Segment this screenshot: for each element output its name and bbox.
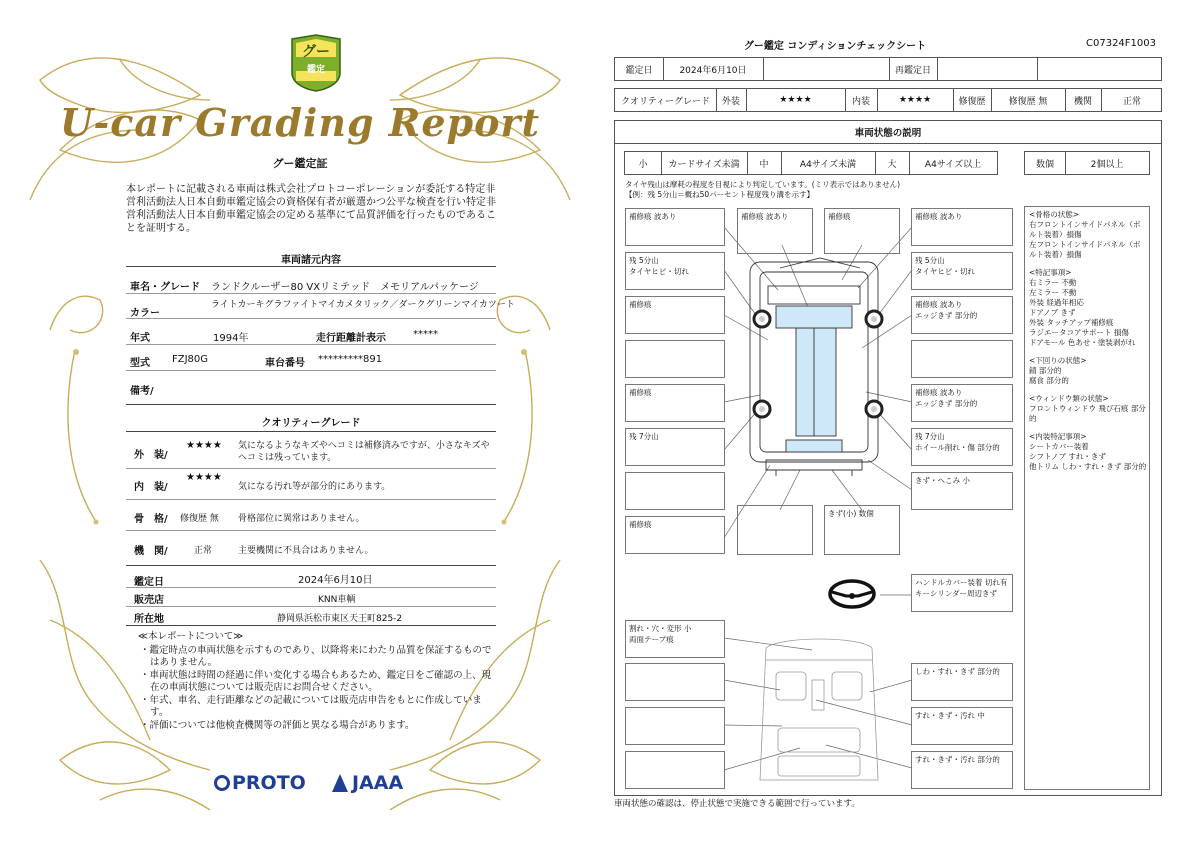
engine-description: 主要機関に不具合はありません。 <box>238 546 374 556</box>
report-script-title: U-car Grading Report <box>60 100 541 145</box>
damage-note-box: 残 5分山 タイヤヒビ・切れ <box>911 252 1013 290</box>
count-desc: 2個以上 <box>1090 159 1124 170</box>
size-large: 大 <box>887 159 897 170</box>
interior-note-box <box>625 751 725 789</box>
engine-value: 正常 <box>194 546 213 556</box>
sheet-repair-value: 修復歴 無 <box>1008 96 1048 107</box>
damage-note-box: 残 7分山 <box>625 428 725 466</box>
damage-note-box: 補修痕 波あり <box>737 208 813 254</box>
sheet-date-value: 2024年6月10日 <box>679 65 747 76</box>
size-small-desc: カードサイズ未満 <box>668 159 740 170</box>
sheet-engine-value: 正常 <box>1122 96 1141 107</box>
damage-note-box <box>625 340 725 378</box>
report-note-item: ・車両状態は時間の経過に伴い変化する場合もあるため、鑑定日をご確認の上、現在の車両状態については販売店にお問合せください。 <box>140 669 492 693</box>
year-value: 1994年 <box>213 333 249 344</box>
sheet-date-label: 鑑定日 <box>625 65 653 76</box>
certificate-subtitle: グー鑑定証 <box>272 157 328 170</box>
frame-label: 骨 格/ <box>134 514 168 525</box>
damage-note-box: きず・へこみ 小 <box>911 472 1013 510</box>
interior-diagram <box>760 639 878 780</box>
color-label: カラー <box>130 308 160 319</box>
damage-note-box: 補修痕 <box>824 208 900 254</box>
interior-label: 内 装/ <box>134 482 168 493</box>
jaaa-logo: JAAA <box>332 772 403 794</box>
exterior-stars: ★★★★ <box>186 440 222 451</box>
frame-value: 修復歴 無 <box>180 514 219 524</box>
condition-check-sheet <box>600 0 1200 848</box>
interior-note-box <box>625 707 725 745</box>
sheet-exterior-stars: ★★★★ <box>779 95 812 105</box>
inspection-date-label: 鑑定日 <box>134 577 164 588</box>
interior-note-box: 割れ・穴・変形 小 両面テープ痕 <box>625 620 725 658</box>
steering-note-box: ハンドルカバー装着 切れ有 キーシリンダー周辺きず <box>911 574 1013 612</box>
summary-group-underbody: <下回りの状態> 錆 部分的 腐食 部分的 <box>1029 356 1087 385</box>
count-label: 数個 <box>1035 159 1054 170</box>
status-title: 車両状態の説明 <box>854 128 922 139</box>
report-note-item: ・評価については他検査機関等の評価と異なる場合があります。 <box>140 719 415 731</box>
interior-stars: ★★★★ <box>186 472 222 483</box>
exterior-label: 外 装/ <box>134 450 168 461</box>
tire-note-2: 【例：残 5分山＝概ね50パーセント程度残り溝を示す】 <box>625 190 815 199</box>
name-grade-value: ランドクルーザー80 VXリミテッド メモリアルパッケージ <box>211 282 479 293</box>
certificate-intro-text: 本レポートに記載される車両は株式会社プロトコーポレーションが委託する特定非営利活動法人日本自動車鑑定協会の資格保有者が厳選かつ公平な検査を行い特定非営利活動法人日本自動車鑑定協会の定める基準にて品質評価を行ったものであることを証明する。 <box>126 184 496 234</box>
jaaa-mark-icon <box>332 774 348 792</box>
mileage-value: ***** <box>413 329 438 340</box>
model-value: FZJ80G <box>172 354 209 365</box>
engine-label: 機 関/ <box>134 546 168 557</box>
name-grade-label: 車名・グレード <box>130 282 200 293</box>
size-small: 小 <box>638 159 648 170</box>
address-value: 静岡県浜松市東区天王町825-2 <box>277 614 403 624</box>
sheet-engine-label: 機関 <box>1073 96 1092 107</box>
badge-text-kantei: 鑑定 <box>306 65 325 75</box>
interior-note-box: しわ・すれ・きず 部分的 <box>911 663 1013 701</box>
damage-note-box: 補修痕 波あり <box>625 208 725 246</box>
summary-group-frame: <骨格の状態> 右フロントインサイドパネル（ボルト装着）損傷 左フロントインサイドパネル（ボルト装着）損傷 <box>1029 210 1141 259</box>
size-large-desc: A4サイズ以上 <box>924 159 982 170</box>
interior-description: 気になる汚れ等が部分的にあります。 <box>238 482 391 492</box>
sheet-interior-stars: ★★★★ <box>898 95 932 105</box>
summary-group-interior: <内装特記事項> シートカバー装着 シフトノブ すれ・きず 他トリム しわ・すれ・きず 部分的 <box>1029 432 1147 471</box>
damage-note-box <box>911 340 1013 378</box>
year-label: 年式 <box>130 333 150 344</box>
report-notes <box>138 631 498 732</box>
dealer-value: KNN車輌 <box>318 595 356 605</box>
damage-note-box <box>625 472 725 510</box>
summary-group-special: <特記事項> 右ミラー 不動 左ミラー 不動 外装 経過年相応 ドアノブ きず 外装 タッチアップ補修痕 ラジエータコアサポート 損傷 ドアモール 色あせ・塗装剥がれ <box>1029 268 1136 347</box>
exterior-description: 気になるようなキズやヘコミは補修済みですが、小さなキズやヘコミは残っています。 <box>238 441 490 463</box>
report-note-item: ・鑑定時点の車両状態を示すものであり、以降将来にわたり品質を保証するものではありません。 <box>140 644 492 668</box>
model-label: 型式 <box>130 358 150 369</box>
interior-note-box: すれ・きず・汚れ 部分的 <box>911 751 1013 789</box>
chassis-value: *********891 <box>318 354 383 365</box>
dealer-label: 販売店 <box>134 595 164 606</box>
proto-mark-icon <box>214 775 230 791</box>
sheet-exterior-label: 外装 <box>721 96 740 107</box>
report-note-item: ・年式、車名、走行距離などの記載については販売店申告をもとに作成しています。 <box>140 694 482 718</box>
sheet-code: C07324F1003 <box>1086 38 1156 49</box>
color-value: ライトカーキグラファイトマイカメタリック／ダークグリーンマイカツート <box>211 300 515 310</box>
interior-note-box: すれ・きず・汚れ 中 <box>911 707 1013 745</box>
damage-note-box: 補修痕 <box>625 384 725 422</box>
sheet-interior-label: 内装 <box>851 96 870 107</box>
interior-note-box <box>625 663 725 701</box>
damage-note-box: 残 5分山 タイヤヒビ・切れ <box>625 252 725 290</box>
damage-note-box: きず(小) 数個 <box>824 505 900 555</box>
remarks-label: 備考/ <box>130 386 154 397</box>
damage-note-box: 残 7分山 ホイール削れ・傷 部分的 <box>911 428 1013 466</box>
summary-text <box>1026 208 1150 788</box>
quality-section-title: クオリティーグレード <box>261 418 361 429</box>
frame-description: 骨格部位に異常はありません。 <box>238 514 365 524</box>
damage-note-box: 補修痕 波あり エッジきず 部分的 <box>911 296 1013 334</box>
address-label: 所在地 <box>134 614 164 625</box>
size-medium-desc: A4サイズ未満 <box>799 159 857 170</box>
steering-wheel-icon <box>830 581 874 607</box>
sheet-footer-note: 車両状態の確認は、停止状態で実施できる範囲で行っています。 <box>614 799 860 809</box>
chassis-label: 車台番号 <box>265 358 305 369</box>
inspection-date-value: 2024年6月10日 <box>298 575 373 586</box>
damage-note-box <box>737 505 813 555</box>
footer-logos <box>214 770 414 800</box>
mileage-label: 走行距離計表示 <box>316 333 386 344</box>
check-sheet-title: グー鑑定 コンディションチェックシート <box>743 41 927 52</box>
sheet-repair-label: 修復歴 <box>958 96 986 107</box>
summary-group-windows: <ウィンドウ類の状態> フロントウィンドウ 飛び石痕 部分的 <box>1029 394 1146 423</box>
damage-note-box: 補修痕 波あり <box>911 208 1013 246</box>
proto-logo: PROTO <box>214 772 306 794</box>
badge-text-goo: グー <box>302 44 330 60</box>
goo-kantei-badge-logo <box>288 33 344 93</box>
report-notes-title: ≪本レポートについて≫ <box>138 631 244 642</box>
damage-note-box: 補修痕 <box>625 296 725 334</box>
sheet-quality-label: クオリティーグレード <box>620 96 711 107</box>
damage-note-box: 補修痕 <box>625 516 725 554</box>
spec-section-title: 車両諸元内容 <box>281 255 341 266</box>
size-medium: 中 <box>759 159 769 170</box>
damage-note-box: 補修痕 波あり エッジきず 部分的 <box>911 384 1013 422</box>
reinspection-date-label: 再鑑定日 <box>894 65 931 76</box>
tire-note-1: タイヤ残山は摩耗の程度を目視により判定しています。(ミリ表示ではありません) <box>625 180 901 189</box>
